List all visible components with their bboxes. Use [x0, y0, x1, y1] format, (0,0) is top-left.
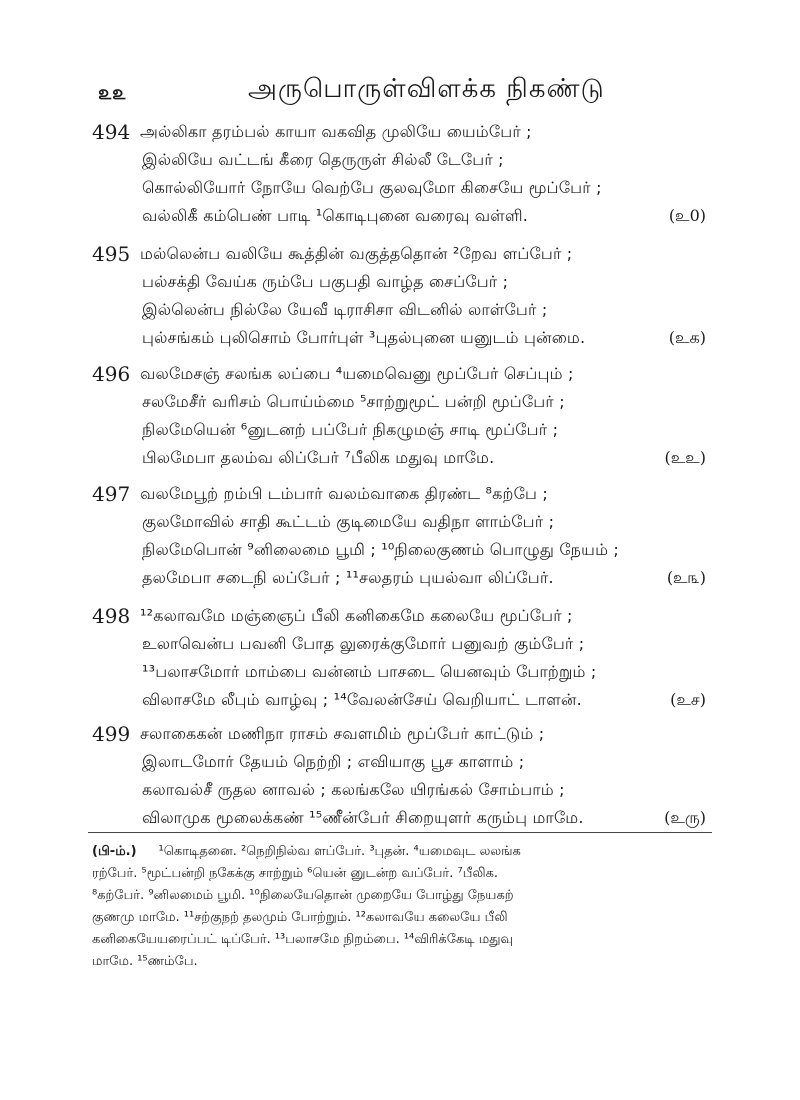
verse-line: குலமோவில் சாதி கூட்டம் குடிமையே வதிநா ளாம்பேர் ; — [142, 512, 555, 531]
verse-line: இல்லென்ப நில்லே யேவீ டிராசிசா விடனில் லாள்பேர் ; — [142, 300, 548, 319]
entry-number: 494 — [92, 120, 131, 144]
entry-number: 496 — [92, 362, 131, 386]
verse-line: வல்லிகீ கம்பெண் பாடி ¹கொடிபுனை வரைவு வள்ளி. — [142, 206, 529, 225]
verse-line: ¹³பலாசமோர் மாம்பை வன்னம் பாசடை யெனவும் போற்றும் ; — [142, 662, 597, 681]
verse-line: உலாவென்ப பவனி போத லுரைக்குமோர் பனுவற் கும்பேர் ; — [142, 634, 585, 653]
stanza-number: (உரு) — [664, 808, 706, 827]
verse-entry — [92, 242, 712, 352]
stanza-number: (உக) — [668, 328, 706, 347]
verse-line: வலமேசஞ் சலங்க லப்பை ⁴யமைவெனு மூப்பேர் செப்பும் ; — [140, 364, 574, 383]
verse-line: பிலமேபா தலம்வ லிப்பேர் ⁷பீலிக மதுவு மாமே. — [142, 448, 495, 467]
notes-label: (பி-ம்.) — [92, 844, 137, 859]
verse-line: நிலமேயென் ⁶னுடனற் பப்பேர் நிகழுமஞ் சாடி மூப்பேர் ; — [142, 420, 559, 439]
verse-entry — [92, 362, 712, 472]
verse-line: இல்லியே வட்டங் கீரை தெருருள் சில்லீ டேபேர் ; — [142, 150, 504, 169]
footnote-line: ரற்பேர். ⁵மூட்பன்றி நகேக்கு சாற்றும் ⁶யென் னுடன்ற வப்பேர். ⁷பீலிக. — [92, 866, 499, 881]
verse-line: இலாடமோர் தேயம் நெற்றி ; எவியாகு பூச காளாம் ; — [142, 752, 525, 771]
verse-entry — [92, 482, 712, 592]
entry-number: 499 — [92, 722, 131, 746]
stanza-number: (உச) — [670, 690, 706, 709]
verse-line: வலமேபூற் றம்பி டம்பார் வலம்வாகை திரண்ட ⁸கற்பே ; — [140, 484, 548, 503]
footnote-separator — [88, 832, 712, 833]
verse-entry — [92, 120, 712, 230]
verse-line: பல்சக்தி வேய்க ரும்பே பகுபதி வாழ்த சைப்பேர் ; — [142, 272, 509, 291]
stanza-number: (உஉ) — [664, 448, 706, 467]
page-number: ௨௨ — [98, 80, 127, 104]
entry-number: 495 — [92, 242, 131, 266]
verse-line: கொல்லியோர் நோயே வெற்பே குலவுமோ கிசையே மூப்பேர் ; — [142, 178, 602, 197]
verse-line: புல்சங்கம் புலிசொம் போர்புள் ³புதல்புனை யனுடம் புன்மை. — [142, 328, 586, 347]
verse-line: நிலமேபொன் ⁹னிலைமை பூமி ; ¹⁰நிலைகுணம் பொழுது நேயம் ; — [142, 540, 620, 559]
footnote-line: ⁸கற்பேர். ⁹னிலமைம் பூமி. ¹⁰நிலையேதொன் முறையே போழ்து நேயகற் — [92, 888, 514, 903]
footnote-text: ¹கொடிதனை. ²நெறிநில்வ ளப்பேர். ³புதன். ⁴யமைவுட லலங்க — [158, 844, 521, 859]
stanza-number: (உ௩) — [666, 568, 706, 587]
verse-line: அல்லிகா தரம்பல் காயா வகவித முலியே யைம்பேர் ; — [140, 122, 532, 141]
verse-line: சலமேசீர் வரிசம் பொய்ம்மை ⁵சாற்றுமூட் பன்றி மூப்பேர் ; — [142, 392, 565, 411]
verse-line: மல்லென்ப வலியே கூத்தின் வகுத்ததொன் ²றேவ ளப்பேர் ; — [140, 244, 573, 263]
verse-line: விலாமுக மூலைக்கண் ¹⁵ணீன்பேர் சிறையுளர் கரும்பு மாமே. — [142, 808, 584, 827]
footnote-line: மாமே. ¹⁵ணம்பே. — [92, 954, 198, 969]
footnote-line: கனிகையேயரைப்பட் டிப்பேர். ¹³பலாசமே நிறம்பை. ¹⁴விரிக்கேடி மதுவு — [92, 932, 513, 947]
entry-number: 497 — [92, 482, 131, 506]
page-header — [98, 74, 718, 114]
verse-entry — [92, 604, 712, 714]
page-title: அருபொருள்விளக்க நிகண்டு — [248, 74, 605, 104]
verse-line: விலாசமே லீபும் வாழ்வு ; ¹⁴வேலன்சேய் வெறியாட் டாளன். — [142, 690, 582, 709]
stanza-number: (உ0) — [668, 206, 706, 225]
verse-line: கலாவல்சீ ருதல னாவல் ; கலங்கலே யிரங்கல் சோம்பாம் ; — [142, 780, 565, 799]
footnote-line — [92, 844, 521, 860]
footnote-line: குணமு மாமே. ¹¹சற்குநற் தலமும் போற்றும். ¹²கலாவயே கலையே பீலி — [92, 910, 508, 925]
verse-line: சலாகைகன் மணிநா ராசம் சவளமிம் மூப்பேர் காட்டும் ; — [140, 724, 545, 743]
entry-number: 498 — [92, 604, 131, 628]
verse-entry — [92, 722, 712, 832]
verse-line: ¹²கலாவமே மஞ்ஞைப் பீலி கனிகைமே கலையே மூப்பேர் ; — [140, 606, 573, 625]
verse-line: தலமேபா சடைநி லப்பேர் ; ¹¹சலதரம் புயல்வா லிப்பேர். — [142, 568, 554, 587]
